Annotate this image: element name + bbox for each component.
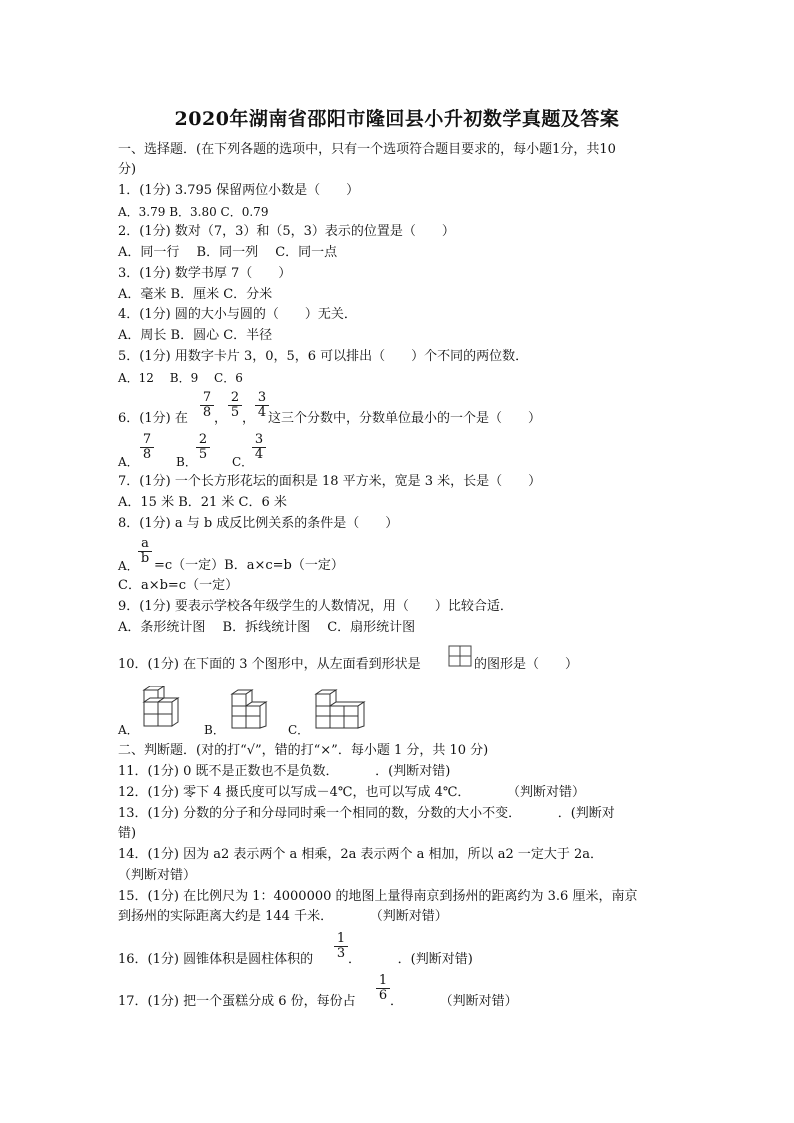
q16-fraction-num: 1 bbox=[334, 932, 348, 947]
q8-stem: 8．(1分) a 与 b 成反比例关系的条件是（ ） bbox=[118, 516, 399, 531]
q6-option-b-label: B． bbox=[176, 455, 197, 469]
q6-fraction-2-den: 5 bbox=[230, 405, 240, 420]
q6-comma-2: ， bbox=[242, 411, 256, 426]
q8-option-a-fraction bbox=[138, 537, 152, 566]
q14-stem-cont: （判断对错） bbox=[118, 868, 197, 883]
q6-fraction-1-num: 7 bbox=[200, 391, 214, 406]
q8-option-a-den: b bbox=[140, 551, 150, 566]
q13-stem-cont: 错) bbox=[118, 826, 137, 841]
q6-fraction-2-num: 2 bbox=[228, 391, 242, 406]
q6-fraction-2 bbox=[228, 391, 242, 420]
q6-stem-suffix: 这三个分数中，分数单位最小的一个是（ ） bbox=[268, 411, 542, 426]
q9-options: A．条形统计图 B．拆线统计图 C．扇形统计图 bbox=[118, 620, 416, 635]
q14-stem: 14．(1分) 因为 a2 表示两个 a 相乘，2a 表示两个 a 相加，所以 a2 一定大于 2a． bbox=[118, 847, 603, 862]
q8-option-a-rest: =c（一定）B．a×c=b（一定） bbox=[154, 558, 344, 573]
q6-stem-prefix: 6．(1分) 在 bbox=[118, 411, 188, 426]
q6-option-b-den: 5 bbox=[198, 447, 208, 462]
q8-option-c: C．a×b=c（一定） bbox=[118, 578, 239, 593]
q6-option-a-label: A． bbox=[118, 455, 139, 469]
q3-stem: 3．(1分) 数学书厚 7（ ） bbox=[118, 266, 292, 281]
q16-fraction-den: 3 bbox=[336, 946, 346, 961]
q6-fraction-3 bbox=[255, 391, 269, 420]
q13-stem: 13．(1分) 分数的分子和分母同时乘一个相同的数，分数的大小不变． ．(判断对 bbox=[118, 806, 615, 821]
q6-option-a-num: 7 bbox=[140, 433, 154, 448]
q6-fraction-3-den: 4 bbox=[257, 405, 267, 420]
q17-stem-suffix: ． （判断对错） bbox=[390, 994, 518, 1009]
q10-stem-suffix: 的图形是（ ） bbox=[474, 657, 579, 672]
q12-stem: 12．(1分) 零下 4 摄氏度可以写成－4℃，也可以写成 4℃． （判断对错） bbox=[118, 785, 586, 800]
q6-fraction-3-num: 3 bbox=[255, 391, 269, 406]
q6-option-b bbox=[196, 433, 210, 462]
q2-options: A．同一行 B．同一列 C．同一点 bbox=[118, 245, 338, 260]
q10-stem-prefix: 10．(1分) 在下面的 3 个图形中，从左面看到形状是 bbox=[118, 657, 421, 672]
q15-stem: 15．(1分) 在比例尺为 1：4000000 的地图上量得南京到扬州的距离约为 3.6 厘米，南京 bbox=[118, 889, 638, 904]
q2-stem: 2．(1分) 数对（7，3）和（5，3）表示的位置是（ ） bbox=[118, 224, 455, 239]
q3-options: A．毫米 B．厘米 C．分米 bbox=[118, 287, 273, 302]
q4-options: A．周长 B．圆心 C．半径 bbox=[118, 328, 273, 343]
q6-option-a-den: 8 bbox=[142, 447, 152, 462]
q8-option-a-label: A． bbox=[118, 559, 139, 573]
q16-fraction bbox=[334, 932, 348, 961]
q17-fraction-num: 1 bbox=[376, 974, 390, 989]
q15-stem-cont: 到扬州的实际距离大约是 144 千米． （判断对错） bbox=[118, 909, 448, 924]
q6-option-c-den: 4 bbox=[254, 447, 264, 462]
q5-stem: 5．(1分) 用数字卡片 3，0，5，6 可以排出（ ）个不同的两位数． bbox=[118, 349, 529, 364]
section1-header: 一、选择题．(在下列各题的选项中，只有一个选项符合题目要求的，每小题1分，共10 bbox=[118, 142, 616, 157]
q9-stem: 9．(1分) 要表示学校各年级学生的人数情况，用（ ）比较合适． bbox=[118, 599, 513, 614]
q6-option-c bbox=[252, 433, 266, 462]
q10-option-c-label: C． bbox=[288, 723, 310, 737]
left-view-grid-icon bbox=[448, 645, 472, 667]
cube-stack-b-icon bbox=[226, 688, 272, 730]
q1-options: A．3.79 B．3.80 C．0.79 bbox=[118, 205, 269, 219]
section2-header: 二、判断题．(对的打“√”，错的打“×”．每小题 1 分，共 10 分) bbox=[118, 743, 489, 758]
q11-stem: 11．(1分) 0 既不是正数也不是负数． ．(判断对错) bbox=[118, 764, 451, 779]
q6-option-b-num: 2 bbox=[196, 433, 210, 448]
q17-stem-prefix: 17．(1分) 把一个蛋糕分成 6 份，每份占 bbox=[118, 994, 356, 1009]
q5-options: A．12 B．9 C．6 bbox=[118, 371, 243, 385]
q10-option-b-label: B． bbox=[204, 723, 225, 737]
page-title: 2020年湖南省邵阳市隆回县小升初数学真题及答案 bbox=[174, 108, 620, 130]
q7-options: A．15 米 B．21 米 C．6 米 bbox=[118, 495, 287, 510]
q16-stem-suffix: ． ．(判断对错) bbox=[348, 952, 473, 967]
cube-stack-a-icon bbox=[138, 686, 184, 730]
q17-fraction-den: 6 bbox=[378, 988, 388, 1003]
q1-stem: 1．(1分) 3.795 保留两位小数是（ ） bbox=[118, 183, 360, 198]
q8-option-a-num: a bbox=[138, 537, 152, 552]
q6-option-a bbox=[140, 433, 154, 462]
cube-stack-c-icon bbox=[310, 688, 372, 730]
q6-comma-1: ， bbox=[214, 411, 228, 426]
q4-stem: 4．(1分) 圆的大小与圆的（ ）无关． bbox=[118, 307, 357, 322]
q6-fraction-1-den: 8 bbox=[202, 405, 212, 420]
q10-option-a-label: A． bbox=[118, 723, 139, 737]
section1-header-cont: 分) bbox=[118, 162, 137, 177]
q6-option-c-label: C． bbox=[232, 455, 254, 469]
q6-fraction-1 bbox=[200, 391, 214, 420]
q16-stem-prefix: 16．(1分) 圆锥体积是圆柱体积的 bbox=[118, 952, 314, 967]
q7-stem: 7．(1分) 一个长方形花坛的面积是 18 平方米，宽是 3 米，长是（ ） bbox=[118, 474, 542, 489]
q6-option-c-num: 3 bbox=[252, 433, 266, 448]
q17-fraction bbox=[376, 974, 390, 1003]
